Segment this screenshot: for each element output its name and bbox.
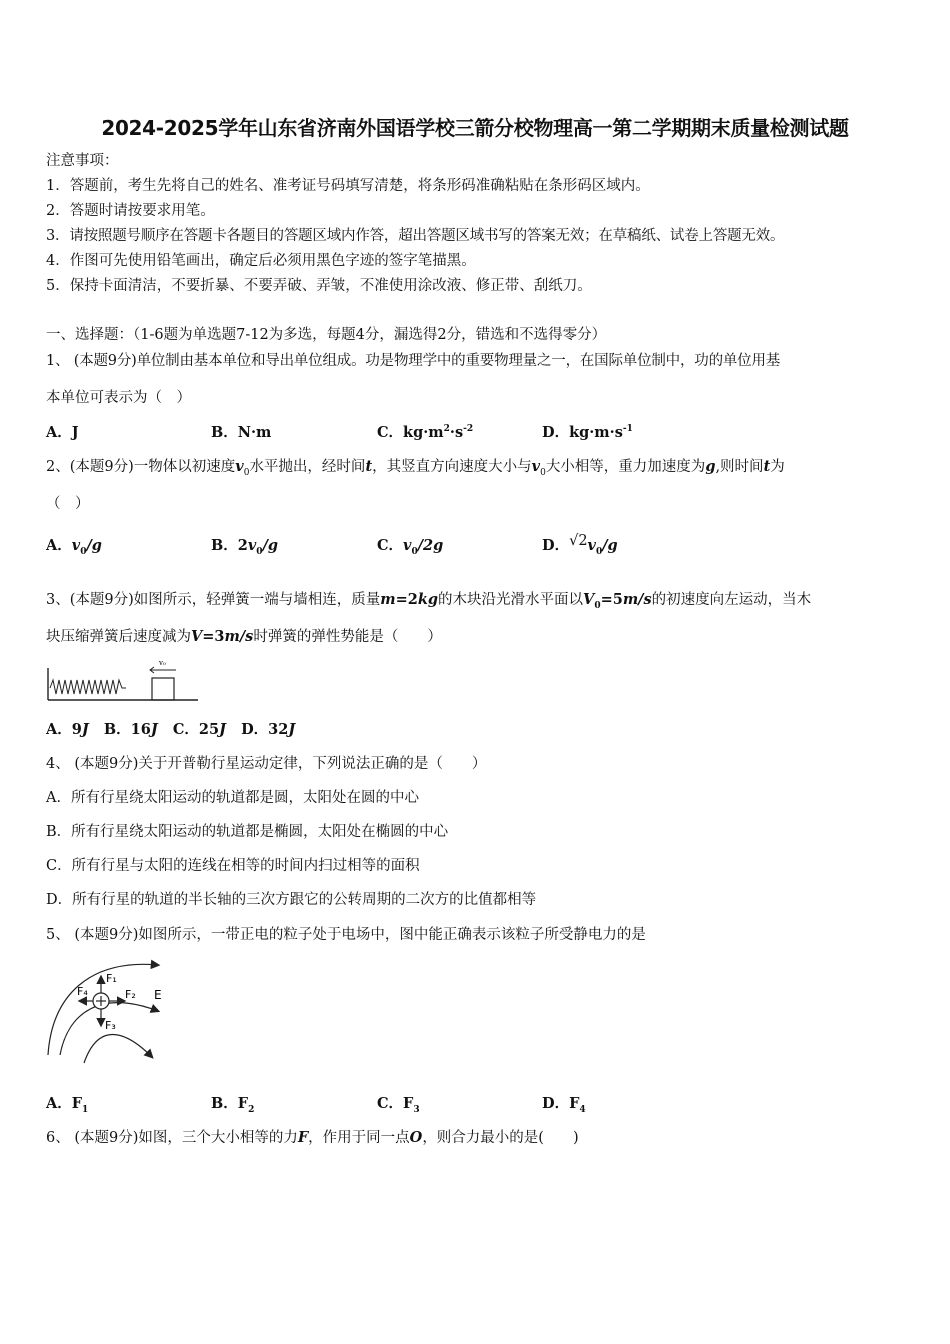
note-item-1: 1．答题前，考生先将自己的姓名、准考证号码填写清楚，将条形码准确粘贴在条形码区域内。 — [46, 178, 650, 194]
q2-option-d: D．$√2v_0/g$ — [542, 533, 618, 557]
q3-options — [46, 720, 295, 740]
note-item-4: 4．作图可先使用铅笔画出，确定后必须用黑色字迹的签字笔描黑。 — [46, 253, 476, 269]
velocity-label: v₀ — [159, 659, 166, 667]
sqrt-two: √2 — [569, 533, 588, 549]
electric-field-figure — [40, 955, 180, 1067]
label-f1: F₁ — [106, 972, 117, 985]
spring-coil — [50, 680, 126, 694]
q2-stem-line2: （ ） — [46, 496, 90, 512]
label-f2: F₂ — [125, 988, 136, 1001]
q3-option-a: A．9J — [46, 721, 89, 738]
spring-block-figure — [44, 656, 204, 704]
q1-stem-line2: 本单位可表示为（ ） — [46, 390, 191, 406]
q3-option-c: C．25J — [172, 721, 226, 738]
q3-option-d: D．32J — [241, 721, 296, 738]
label-f3: F₃ — [105, 1019, 116, 1032]
label-e: E — [154, 988, 162, 1002]
q5-stem: 5、 (本题9分)如图所示，一带正电的粒子处于电场中，图中能正确表示该粒子所受静电力的是 — [46, 927, 646, 943]
wooden-block — [152, 678, 174, 700]
q4-option-d: D．所有行星的轨道的半长轴的三次方跟它的公转周期的二次方的比值都相等 — [46, 892, 537, 908]
note-item-5: 5．保持卡面清洁，不要折暴、不要弄破、弄皱，不准使用涂改液、修正带、刮纸刀。 — [46, 278, 592, 294]
field-line-1 — [48, 964, 158, 1055]
q1-option-a: A．J — [46, 424, 79, 441]
q6-stem: 6、 (本题9分)如图，三个大小相等的力F，作用于同一点O，则合力最小的是( ) — [46, 1129, 579, 1146]
q4-option-b: B．所有行星绕太阳运动的轨道都是椭圆，太阳处在椭圆的中心 — [46, 824, 449, 840]
q3-option-b: B．16J — [103, 721, 158, 738]
q5-option-a: A．$F_1$ — [46, 1095, 89, 1115]
q1-option-b: B．N·m — [211, 424, 272, 441]
q4-stem: 4、 (本题9分)关于开普勒行星运动定律，下列说法正确的是（ ） — [46, 756, 487, 772]
section-heading: 一、选择题：（1-6题为单选题7-12为多选，每题4分，漏选得2分，错选和不选得零分） — [46, 327, 607, 343]
note-item-3: 3．请按照题号顺序在答题卡各题目的答题区域内作答，超出答题区域书写的答案无效；在草稿纸、试卷上答题无效。 — [46, 228, 785, 244]
page-title: 2024-2025学年山东省济南外国语学校三箭分校物理高一第二学期期末质量检测试题 — [101, 116, 849, 140]
label-f4: F₄ — [77, 985, 88, 998]
field-line-3 — [84, 1035, 152, 1064]
q2-option-b: B．$2v_0/g$ — [211, 537, 278, 557]
q4-option-a: A．所有行星绕太阳运动的轨道都是圆，太阳处在圆的中心 — [46, 790, 419, 806]
note-item-2: 2．答题时请按要求用笔。 — [46, 203, 215, 219]
q3-stem-line2: 块压缩弹簧后速度减为V=3m/s时弹簧的弹性势能是（ ） — [46, 628, 442, 645]
q5-option-b: B．$F_2$ — [211, 1095, 255, 1115]
q2-stem-line1: 2、(本题9分)一物体以初速度$v_0$水平抛出，经时间t，其竖直方向速度大小与$v_0$大小相等，重力加速度为g,则时间t为 — [46, 458, 785, 478]
q1-stem-line1: 1、 (本题9分)单位制由基本单位和导出单位组成。功是物理学中的重要物理量之一，在国际单位制中，功的单位用基 — [46, 353, 781, 369]
q1-option-c: C．$kg\cdot m^2\cdot s^{-2}$ — [377, 424, 474, 441]
q2-option-c: C．$v_0/2g$ — [377, 537, 444, 557]
notes-heading: 注意事项： — [46, 153, 119, 169]
q1-option-d: D．$kg\cdot m\cdot s^{-1}$ — [542, 424, 633, 441]
q3-stem-line1: 3、(本题9分)如图所示，轻弹簧一端与墙相连，质量m=2kg的木块沿光滑水平面以$V_0=5m/s$的初速度向左运动，当木 — [46, 591, 812, 611]
q4-option-c: C．所有行星与太阳的连线在相等的时间内扫过相等的面积 — [46, 858, 420, 874]
q5-option-c: C．$F_3$ — [377, 1095, 420, 1115]
q5-option-d: D．$F_4$ — [542, 1095, 586, 1115]
q2-option-a: A．$v_0/g$ — [46, 537, 102, 557]
